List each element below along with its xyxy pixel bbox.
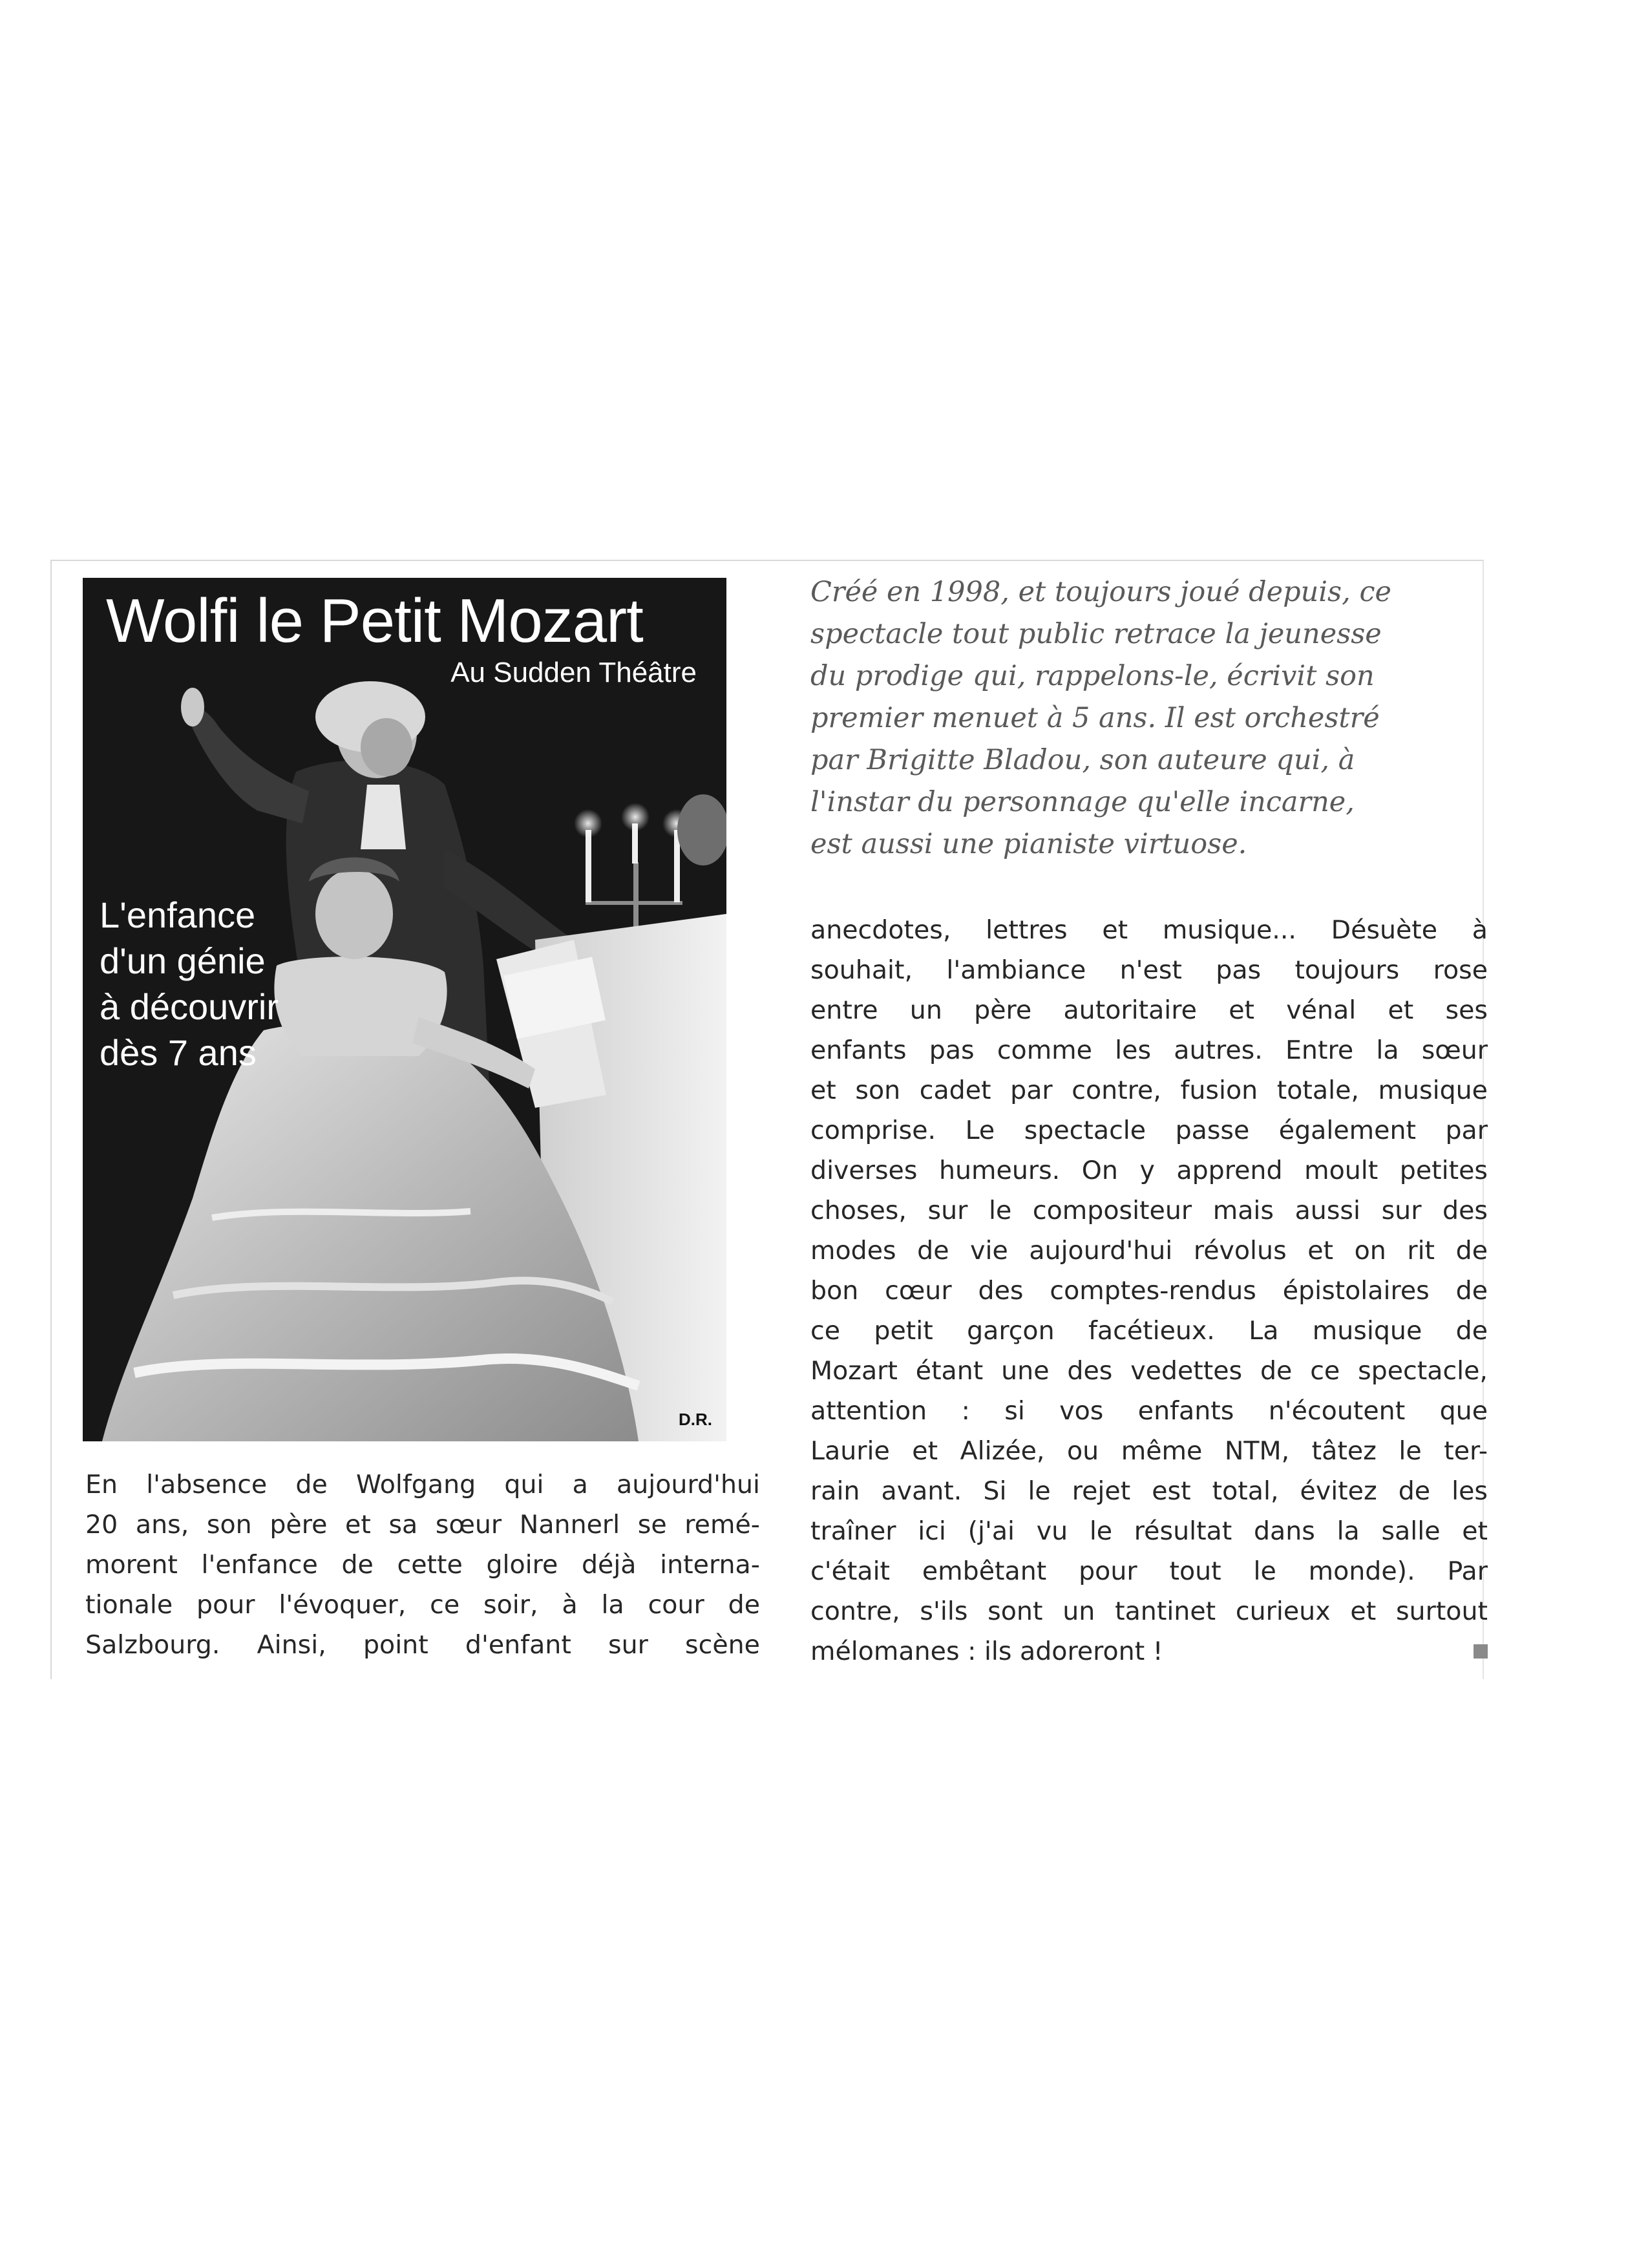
article-line: 20 ans, son père et sa sœur Nannerl se remé- [85, 1510, 760, 1540]
article-line: c'était embêtant pour tout le monde). Par [810, 1556, 1488, 1586]
article-line: attention : si vos enfants n'écoutent que [810, 1396, 1488, 1426]
photo-credit: D.R. [679, 1410, 712, 1429]
article-line: morent l'enfance de cette gloire déjà interna- [85, 1550, 760, 1580]
intro-line: Créé en 1998, et toujours joué depuis, ce [810, 576, 1391, 608]
article-line: rain avant. Si le rejet est total, évitez de les [810, 1476, 1488, 1506]
article-line: tionale pour l'évoquer, ce soir, à la cour de [85, 1590, 760, 1620]
article-line: Mozart étant une des vedettes de ce spectacle, [810, 1356, 1488, 1386]
article-line: entre un père autoritaire et vénal et ses [810, 995, 1488, 1025]
article-line: modes de vie aujourd'hui révolus et on rit de [810, 1236, 1488, 1266]
intro-lead [810, 571, 1405, 865]
poster-tagline-line: dès 7 ans [100, 1032, 257, 1073]
intro-line: l'instar du personnage qu'elle incarne, [810, 786, 1355, 818]
article-line: et son cadet par contre, fusion totale, musique [810, 1076, 1488, 1105]
article-line: traîner ici (j'ai vu le résultat dans la salle et [810, 1516, 1488, 1546]
article-line: bon cœur des comptes-rendus épistolaires de [810, 1276, 1488, 1306]
article-line: diverses humeurs. On y apprend moult petites [810, 1156, 1488, 1185]
article-line: choses, sur le compositeur mais aussi sur des [810, 1196, 1488, 1225]
article-line: Laurie et Alizée, ou même NTM, tâtez le ter- [810, 1436, 1488, 1466]
poster-tagline-line: à découvrir [100, 986, 279, 1027]
article-line: enfants pas comme les autres. Entre la sœur [810, 1035, 1488, 1065]
article-right-column [810, 910, 1488, 1671]
article-line: ce petit garçon facétieux. La musique de [810, 1316, 1488, 1346]
article-line: anecdotes, lettres et musique... Désuète à [810, 915, 1488, 945]
article-line: contre, s'ils sont un tantinet curieux et surtout [810, 1596, 1488, 1626]
poster-subtitle: Au Sudden Théâtre [450, 657, 697, 688]
intro-line: premier menuet à 5 ans. Il est orchestré [810, 702, 1380, 734]
article-line: Salzbourg. Ainsi, point d'enfant sur scène [85, 1630, 760, 1660]
article-line: souhait, l'ambiance n'est pas toujours rose [810, 955, 1488, 985]
poster-title: Wolfi le Petit Mozart [106, 586, 643, 655]
intro-line: est aussi une pianiste virtuose. [810, 828, 1247, 860]
article-line: mélomanes : ils adoreront ! [810, 1637, 1163, 1666]
show-poster [83, 578, 726, 1441]
article-left-column [85, 1465, 760, 1665]
intro-line: spectacle tout public retrace la jeunesse [810, 618, 1382, 650]
poster-tagline-line: L'enfance [100, 895, 256, 935]
article-line: En l'absence de Wolfgang qui a aujourd'hui [85, 1470, 760, 1500]
poster-tagline [100, 892, 332, 1076]
article-line: comprise. Le spectacle passe également par [810, 1116, 1488, 1145]
intro-line: du prodige qui, rappelons-le, écrivit son [810, 660, 1375, 692]
intro-line: par Brigitte Bladou, son auteure qui, à [810, 744, 1355, 776]
poster-tagline-line: d'un génie [100, 940, 266, 981]
end-of-article-icon [1474, 1644, 1488, 1659]
